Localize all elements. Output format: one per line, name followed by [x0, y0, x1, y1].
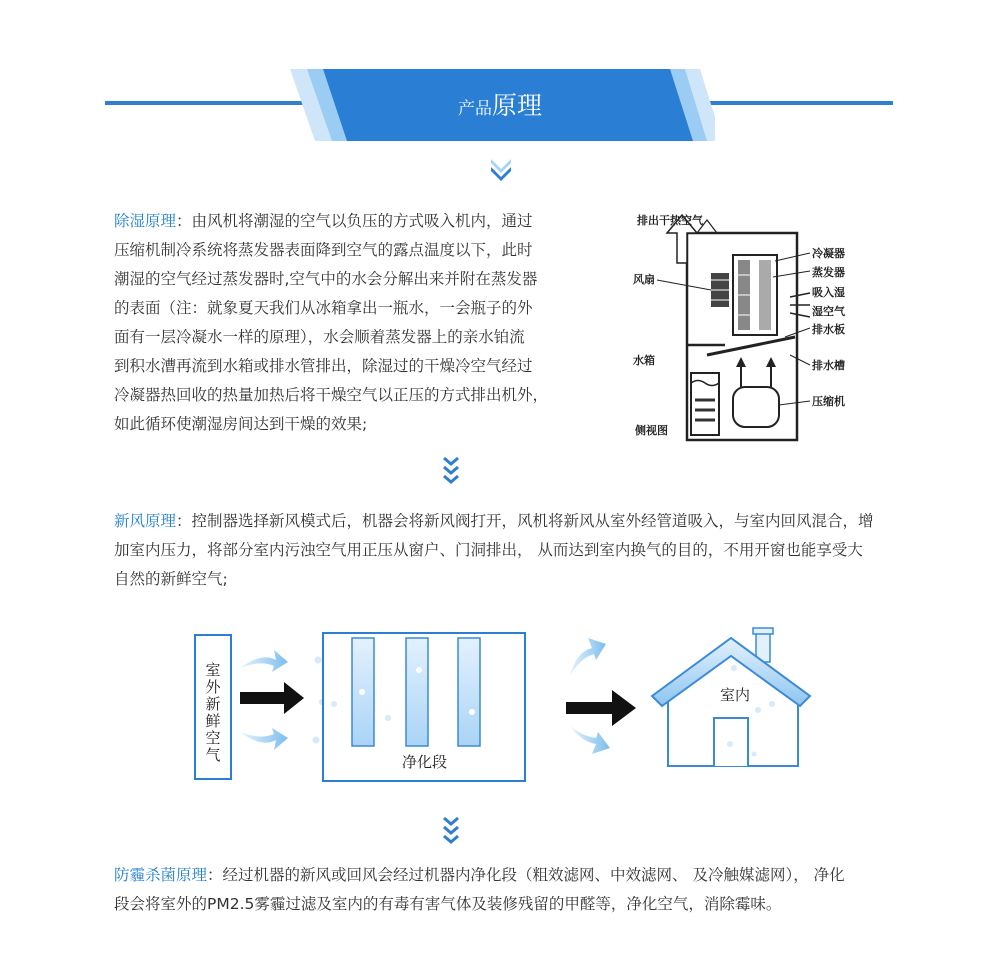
title-big: 原理: [491, 91, 542, 120]
outdoor-char: 鲜: [205, 712, 221, 730]
down-chevrons-icon: [442, 456, 460, 486]
down-chevrons-icon: [442, 816, 460, 846]
anti-haze-heading: 防霾杀菌原理: [114, 866, 208, 884]
fresh-air-line: ：控制器选择新风模式后，机器会将新风阀打开，风机将新风从室外经管道吸入，与室内回风混合，增: [176, 512, 874, 530]
label-exhaust: 排出干热空气: [637, 214, 703, 227]
fresh-air-line: 自然的新鲜空气;: [114, 570, 228, 588]
label-water-tank: 水箱: [633, 354, 655, 367]
label-side-view: 侧视图: [635, 424, 668, 437]
dehumidify-line: 潮湿的空气经过蒸发器时,空气中的水会分解出来并附在蒸发器: [114, 270, 538, 288]
anti-haze-line: 段会将室外的PM2.5雾霾过滤及室内的有毒有害气体及装修残留的甲醛等，净化空气，消除霉味。: [114, 895, 782, 913]
dehumidify-heading: 除湿原理: [114, 212, 177, 230]
indoor-label: 室内: [720, 686, 751, 704]
anti-haze-line: ：经过机器的新风或回风会经过机器内净化段（粗效滤网、中效滤网、 及冷触媒滤网）， 净化: [207, 866, 845, 884]
dehumidify-line: ：由风机将潮湿的空气以负压的方式吸入机内，通过: [176, 212, 533, 230]
outdoor-char: 新: [205, 695, 221, 713]
outdoor-char: 空: [205, 729, 221, 747]
dehumidify-paragraph: [114, 207, 574, 439]
label-evaporator: 蒸发器: [812, 266, 845, 279]
label-drain-tray: 排水槽: [812, 359, 845, 372]
dehumidify-line: 面有一层冷凝水一样的原理），水会顺着蒸发器上的亲水铂流: [114, 328, 525, 346]
dehumidify-line: 到积水漕再流到水箱或排水管排出，除湿过的干燥冷空气经过: [114, 357, 533, 375]
label-drain-plate: 排水板: [812, 323, 845, 336]
dehumidify-line: 冷凝器热回收的热量加热后将干燥空气以正压的方式排出机外，: [114, 386, 549, 404]
fresh-air-line: 加室内压力，将部分室内污浊空气用正压从窗户、门洞排出， 从而达到室内换气的目的，不用开窗也能享受大: [114, 541, 863, 559]
label-intake: 吸入湿: [812, 286, 845, 299]
dehumidify-line: 如此循环使潮湿房间达到干燥的效果;: [114, 415, 368, 433]
dehumidify-line: 压缩机制冷系统将蒸发器表面降到空气的露点温度以下，此时: [114, 241, 533, 259]
title-small: 产品: [457, 99, 492, 119]
label-compressor: 压缩机: [812, 395, 845, 408]
dehumidify-line: 的表面（注：就象夏天我们从冰箱拿出一瓶水，一会瓶子的外: [114, 299, 533, 317]
label-fan: 风扇: [633, 273, 655, 286]
label-intake-2: 湿空气: [812, 305, 845, 318]
fresh-air-paragraph: [114, 507, 894, 594]
outdoor-char: 外: [205, 678, 221, 696]
airflow-arrows-right: [562, 630, 652, 758]
outdoor-air-label: [203, 662, 223, 764]
anti-haze-paragraph: [114, 861, 894, 919]
label-condenser: 冷凝器: [812, 247, 845, 260]
page-title: [0, 86, 1000, 122]
down-chevron-icon: [489, 155, 513, 183]
airflow-arrows-left: [236, 640, 328, 760]
purification-label: 净化段: [402, 753, 448, 771]
outdoor-char: 室: [205, 661, 221, 679]
outdoor-char: 气: [205, 746, 221, 764]
fresh-air-heading: 新风原理: [114, 512, 177, 530]
